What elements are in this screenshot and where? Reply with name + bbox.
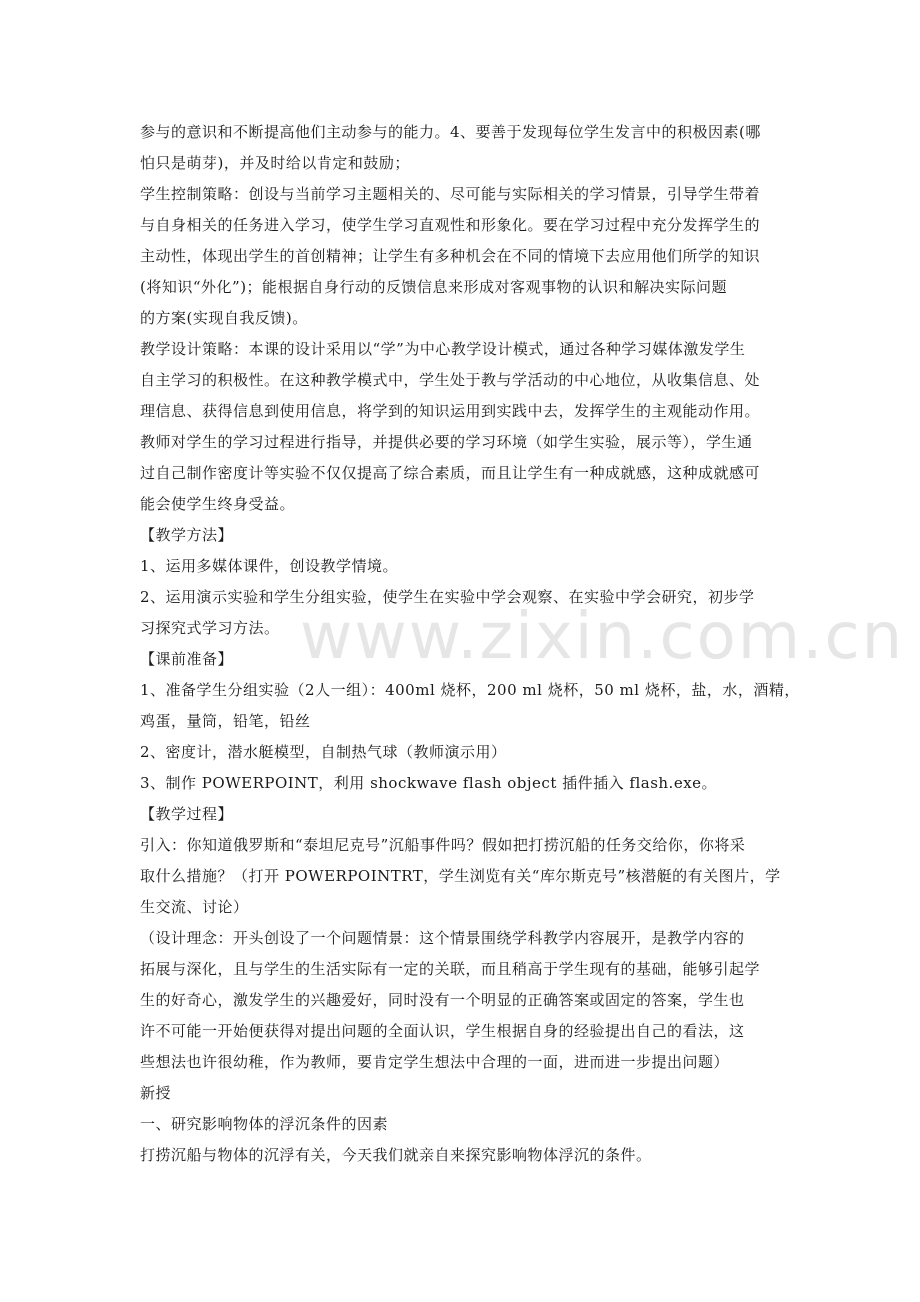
text-line: 怕只是萌芽)，并及时给以肯定和鼓励； [140,154,410,172]
text-line: 一、研究影响物体的浮沉条件的因素 [140,1115,389,1133]
text-line: 教师对学生的学习过程进行指导，并提供必要的学习环境（如学生实验，展示等），学生通 [140,433,753,451]
text-line: 【课前准备】 [140,650,234,668]
text-line: 【教学过程】 [140,805,234,823]
text-line: 教学设计策略：本课的设计采用以“学”为中心教学设计模式，通过各种学习媒体激发学生 [140,340,746,358]
text-line: 取什么措施？（打开 POWERPOINTRT，学生浏览有关“库尔斯克号”核潜艇的有关图片，学 [140,867,781,885]
text-line: 能会使学生终身受益。 [140,495,296,513]
text-line: 【教学方法】 [140,526,234,544]
text-line: 过自己制作密度计等实验不仅仅提高了综合素质，而且让学生有一种成就感，这种成就感可 [140,464,761,482]
text-line: 拓展与深化，且与学生的生活实际有一定的关联，而且稍高于学生现有的基础，能够引起学 [140,960,761,978]
text-line: 打捞沉船与物体的沉浮有关，今天我们就亲自来探究影响物体浮沉的条件。 [140,1146,652,1164]
text-line: 新授 [140,1084,172,1102]
document-body [140,117,800,1171]
text-line: 习探究式学习方法。 [140,619,280,637]
text-line: 与自身相关的任务进入学习，使学生学习直观性和形象化。要在学习过程中充分发挥学生的 [140,216,761,234]
text-line: 学生控制策略：创设与当前学习主题相关的、尽可能与实际相关的学习情景，引导学生带着 [140,185,761,203]
text-line: （设计理念：开头创设了一个问题情景：这个情景围绕学科教学内容展开，是教学内容的 [140,929,745,947]
text-line: 鸡蛋，量筒，铅笔，铅丝 [140,712,311,730]
text-line: 1、准备学生分组实验（2人一组）：400ml 烧杯，200 ml 烧杯，50 ml 烧杯，盐，水，酒精， [140,681,800,699]
text-line: 许不可能一开始便获得对提出问题的全面认识，学生根据自身的经验提出自己的看法，这 [140,1022,745,1040]
text-line: 主动性，体现出学生的首创精神；让学生有多种机会在不同的情境下去应用他们所学的知识 [140,247,761,265]
text-line: 2、密度计，潜水艇模型，自制热气球（教师演示用） [140,743,507,761]
text-line: 生交流、讨论） [140,898,249,916]
text-line: 3、制作 POWERPOINT，利用 shockwave flash object 插件插入 flash.exe。 [140,774,718,792]
text-line: 些想法也许很幼稚，作为教师，要肯定学生想法中合理的一面，进而进一步提出问题） [140,1053,730,1071]
watermark: www.zixin.com.cn [300,600,905,674]
text-line: (将知识“外化”)；能根据自身行动的反馈信息来形成对客观事物的认识和解决实际问题 [140,278,728,296]
text-line: 的方案(实现自我反馈)。 [140,309,308,327]
text-line: 参与的意识和不断提高他们主动参与的能力。4、要善于发现每位学生发言中的积极因素(哪 [140,123,761,141]
text-line: 自主学习的积极性。在这种教学模式中，学生处于教与学活动的中心地位，从收集信息、处 [140,371,761,389]
text-line: 1、运用多媒体课件，创设教学情境。 [140,557,399,575]
text-line: 生的好奇心，激发学生的兴趣爱好，同时没有一个明显的正确答案或固定的答案，学生也 [140,991,745,1009]
text-line: 理信息、获得信息到使用信息，将学到的知识运用到实践中去，发挥学生的主观能动作用。 [140,402,761,420]
text-line: 引入：你知道俄罗斯和“泰坦尼克号”沉船事件吗？假如把打捞沉船的任务交给你，你将采 [140,836,746,854]
text-line: 2、运用演示实验和学生分组实验，使学生在实验中学会观察、在实验中学会研究，初步学 [140,588,755,606]
